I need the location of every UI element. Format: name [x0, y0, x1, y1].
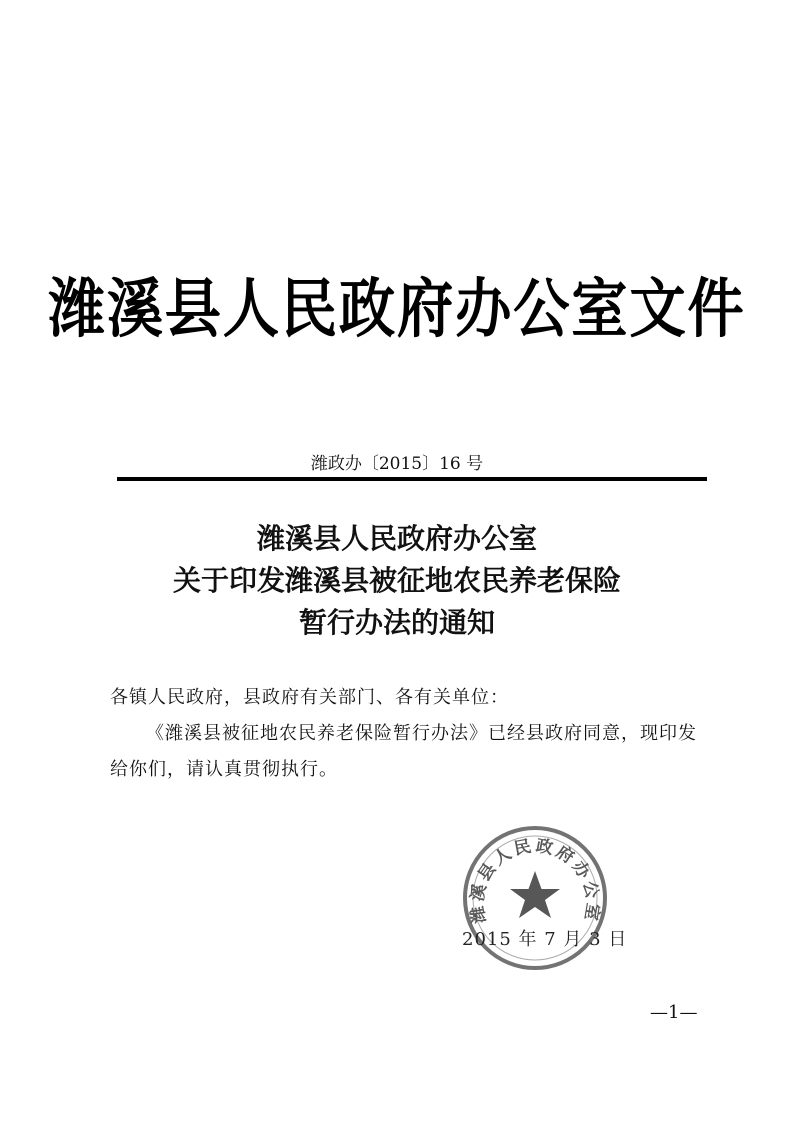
document-header-title: 潍溪县人民政府办公室文件	[48, 273, 746, 347]
issue-date: 2015 年 7 月 3 日	[462, 929, 628, 950]
header-divider	[117, 477, 707, 481]
document-body	[110, 680, 700, 788]
notice-title	[0, 518, 794, 644]
notice-title-line-1: 潍溪县人民政府办公室	[256, 522, 537, 555]
notice-title-line-3: 暂行办法的通知	[298, 606, 495, 639]
notice-title-line-2: 关于印发潍溪县被征地农民养老保险	[172, 564, 621, 597]
seal-text: 潍溪县人民政府办公室	[467, 836, 603, 925]
body-paragraph: 《潍溪县被征地农民养老保险暂行办法》已经县政府同意，现印发给你们，请认真贯彻执行。	[110, 723, 697, 780]
page-number: —1—	[650, 1002, 698, 1023]
salutation: 各镇人民政府，县政府有关部门、各有关单位：	[110, 687, 509, 708]
document-number: 潍政办〔2015〕16 号	[310, 454, 484, 474]
star-icon	[510, 871, 560, 918]
